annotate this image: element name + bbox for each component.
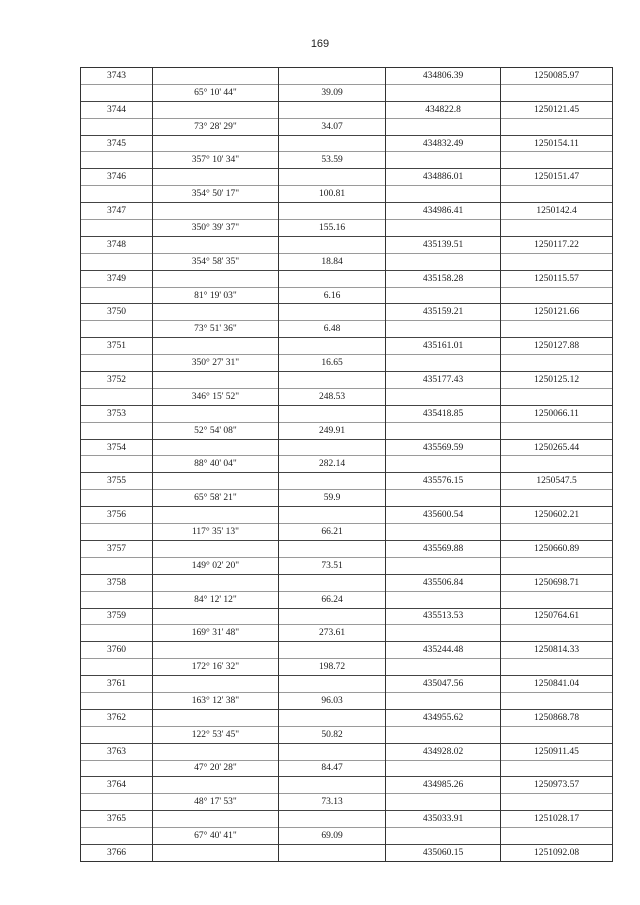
segment-length: 69.09 xyxy=(279,828,386,845)
empty-cell xyxy=(153,135,279,152)
empty-cell xyxy=(501,321,613,338)
empty-cell xyxy=(386,794,501,811)
empty-cell xyxy=(386,321,501,338)
segment-length: 66.21 xyxy=(279,524,386,541)
x-coordinate: 435418.85 xyxy=(386,405,501,422)
point-row xyxy=(81,642,613,659)
y-coordinate: 1250973.57 xyxy=(501,777,613,794)
empty-cell xyxy=(386,186,501,203)
y-coordinate: 1250841.04 xyxy=(501,676,613,693)
empty-cell xyxy=(501,152,613,169)
empty-cell xyxy=(279,608,386,625)
empty-cell xyxy=(386,490,501,507)
segment-row xyxy=(81,490,613,507)
segment-length: 155.16 xyxy=(279,220,386,237)
empty-cell xyxy=(81,355,153,372)
empty-cell xyxy=(153,709,279,726)
empty-cell xyxy=(386,253,501,270)
y-coordinate: 1250151.47 xyxy=(501,169,613,186)
x-coordinate: 434986.41 xyxy=(386,203,501,220)
empty-cell xyxy=(153,270,279,287)
segment-row xyxy=(81,321,613,338)
segment-length: 273.61 xyxy=(279,625,386,642)
empty-cell xyxy=(279,439,386,456)
bearing-angle: 149° 02' 20" xyxy=(153,557,279,574)
empty-cell xyxy=(81,422,153,439)
y-coordinate: 1250547.5 xyxy=(501,473,613,490)
empty-cell xyxy=(501,186,613,203)
bearing-angle: 117° 35' 13" xyxy=(153,524,279,541)
empty-cell xyxy=(501,220,613,237)
y-coordinate: 1250698.71 xyxy=(501,574,613,591)
empty-cell xyxy=(279,270,386,287)
empty-cell xyxy=(501,659,613,676)
bearing-angle: 73° 28' 29" xyxy=(153,118,279,135)
point-id: 3759 xyxy=(81,608,153,625)
empty-cell xyxy=(386,355,501,372)
point-id: 3760 xyxy=(81,642,153,659)
point-id: 3753 xyxy=(81,405,153,422)
segment-length: 50.82 xyxy=(279,726,386,743)
bearing-angle: 88° 40' 04" xyxy=(153,456,279,473)
y-coordinate: 1250117.22 xyxy=(501,236,613,253)
empty-cell xyxy=(81,456,153,473)
bearing-angle: 172° 16' 32" xyxy=(153,659,279,676)
empty-cell xyxy=(81,253,153,270)
empty-cell xyxy=(81,118,153,135)
point-row xyxy=(81,811,613,828)
y-coordinate: 1250660.89 xyxy=(501,540,613,557)
empty-cell xyxy=(386,456,501,473)
y-coordinate: 1250121.66 xyxy=(501,304,613,321)
segment-row xyxy=(81,152,613,169)
empty-cell xyxy=(153,101,279,118)
empty-cell xyxy=(501,456,613,473)
x-coordinate: 434886.01 xyxy=(386,169,501,186)
empty-cell xyxy=(501,388,613,405)
y-coordinate: 1250764.61 xyxy=(501,608,613,625)
point-id: 3765 xyxy=(81,811,153,828)
empty-cell xyxy=(153,540,279,557)
empty-cell xyxy=(153,236,279,253)
empty-cell xyxy=(153,574,279,591)
empty-cell xyxy=(386,557,501,574)
empty-cell xyxy=(279,372,386,389)
point-id: 3744 xyxy=(81,101,153,118)
y-coordinate: 1251092.08 xyxy=(501,844,613,861)
empty-cell xyxy=(501,287,613,304)
empty-cell xyxy=(501,524,613,541)
segment-length: 73.51 xyxy=(279,557,386,574)
empty-cell xyxy=(81,490,153,507)
empty-cell xyxy=(279,338,386,355)
point-row xyxy=(81,540,613,557)
point-row xyxy=(81,473,613,490)
empty-cell xyxy=(153,676,279,693)
segment-row xyxy=(81,524,613,541)
empty-cell xyxy=(153,304,279,321)
y-coordinate: 1251028.17 xyxy=(501,811,613,828)
bearing-angle: 346° 15' 52" xyxy=(153,388,279,405)
segment-row xyxy=(81,84,613,101)
point-row xyxy=(81,574,613,591)
empty-cell xyxy=(153,405,279,422)
empty-cell xyxy=(501,422,613,439)
bearing-angle: 122° 53' 45" xyxy=(153,726,279,743)
empty-cell xyxy=(279,304,386,321)
y-coordinate: 1250911.45 xyxy=(501,743,613,760)
segment-row xyxy=(81,456,613,473)
empty-cell xyxy=(81,84,153,101)
empty-cell xyxy=(153,473,279,490)
segment-row xyxy=(81,591,613,608)
segment-length: 198.72 xyxy=(279,659,386,676)
empty-cell xyxy=(386,524,501,541)
empty-cell xyxy=(386,118,501,135)
empty-cell xyxy=(386,692,501,709)
empty-cell xyxy=(501,794,613,811)
y-coordinate: 1250154.11 xyxy=(501,135,613,152)
empty-cell xyxy=(153,372,279,389)
empty-cell xyxy=(153,811,279,828)
point-row xyxy=(81,777,613,794)
point-row xyxy=(81,270,613,287)
empty-cell xyxy=(153,68,279,85)
empty-cell xyxy=(501,118,613,135)
segment-row xyxy=(81,625,613,642)
x-coordinate: 435569.88 xyxy=(386,540,501,557)
empty-cell xyxy=(501,591,613,608)
segment-length: 6.16 xyxy=(279,287,386,304)
empty-cell xyxy=(386,388,501,405)
empty-cell xyxy=(81,625,153,642)
segment-length: 282.14 xyxy=(279,456,386,473)
empty-cell xyxy=(279,473,386,490)
empty-cell xyxy=(501,355,613,372)
empty-cell xyxy=(279,777,386,794)
segment-row xyxy=(81,118,613,135)
empty-cell xyxy=(501,84,613,101)
empty-cell xyxy=(386,659,501,676)
segment-row xyxy=(81,186,613,203)
empty-cell xyxy=(386,828,501,845)
point-row xyxy=(81,236,613,253)
empty-cell xyxy=(81,794,153,811)
x-coordinate: 435158.28 xyxy=(386,270,501,287)
segment-length: 73.13 xyxy=(279,794,386,811)
empty-cell xyxy=(386,84,501,101)
segment-row xyxy=(81,659,613,676)
x-coordinate: 434832.49 xyxy=(386,135,501,152)
empty-cell xyxy=(81,591,153,608)
point-id: 3764 xyxy=(81,777,153,794)
empty-cell xyxy=(279,574,386,591)
point-id: 3761 xyxy=(81,676,153,693)
x-coordinate: 435513.53 xyxy=(386,608,501,625)
empty-cell xyxy=(279,135,386,152)
point-id: 3762 xyxy=(81,709,153,726)
segment-row xyxy=(81,253,613,270)
point-row xyxy=(81,676,613,693)
x-coordinate: 434955.62 xyxy=(386,709,501,726)
bearing-angle: 354° 58' 35" xyxy=(153,253,279,270)
empty-cell xyxy=(501,828,613,845)
point-id: 3763 xyxy=(81,743,153,760)
segment-length: 84.47 xyxy=(279,760,386,777)
segment-length: 16.65 xyxy=(279,355,386,372)
point-row xyxy=(81,439,613,456)
bearing-angle: 47° 20' 28" xyxy=(153,760,279,777)
empty-cell xyxy=(279,743,386,760)
segment-row xyxy=(81,794,613,811)
segment-length: 248.53 xyxy=(279,388,386,405)
y-coordinate: 1250127.88 xyxy=(501,338,613,355)
bearing-angle: 81° 19' 03" xyxy=(153,287,279,304)
segment-length: 18.84 xyxy=(279,253,386,270)
y-coordinate: 1250066.11 xyxy=(501,405,613,422)
empty-cell xyxy=(279,540,386,557)
segment-row xyxy=(81,557,613,574)
empty-cell xyxy=(501,625,613,642)
point-row xyxy=(81,135,613,152)
segment-row xyxy=(81,355,613,372)
bearing-angle: 73° 51' 36" xyxy=(153,321,279,338)
empty-cell xyxy=(386,152,501,169)
empty-cell xyxy=(81,726,153,743)
point-id: 3752 xyxy=(81,372,153,389)
x-coordinate: 434985.26 xyxy=(386,777,501,794)
point-row xyxy=(81,405,613,422)
bearing-angle: 65° 58' 21" xyxy=(153,490,279,507)
empty-cell xyxy=(279,844,386,861)
point-row xyxy=(81,203,613,220)
point-id: 3750 xyxy=(81,304,153,321)
empty-cell xyxy=(153,338,279,355)
point-id: 3758 xyxy=(81,574,153,591)
empty-cell xyxy=(386,726,501,743)
bearing-angle: 48° 17' 53" xyxy=(153,794,279,811)
segment-length: 59.9 xyxy=(279,490,386,507)
empty-cell xyxy=(501,253,613,270)
empty-cell xyxy=(81,220,153,237)
empty-cell xyxy=(153,439,279,456)
x-coordinate: 435244.48 xyxy=(386,642,501,659)
y-coordinate: 1250085.97 xyxy=(501,68,613,85)
empty-cell xyxy=(153,203,279,220)
x-coordinate: 435576.15 xyxy=(386,473,501,490)
point-id: 3754 xyxy=(81,439,153,456)
survey-table-body xyxy=(81,68,613,862)
x-coordinate: 435033.91 xyxy=(386,811,501,828)
bearing-angle: 65° 10' 44" xyxy=(153,84,279,101)
empty-cell xyxy=(386,760,501,777)
empty-cell xyxy=(153,169,279,186)
empty-cell xyxy=(81,557,153,574)
bearing-angle: 84° 12' 12" xyxy=(153,591,279,608)
empty-cell xyxy=(153,642,279,659)
segment-length: 100.81 xyxy=(279,186,386,203)
empty-cell xyxy=(501,726,613,743)
empty-cell xyxy=(279,642,386,659)
bearing-angle: 350° 27' 31" xyxy=(153,355,279,372)
point-id: 3766 xyxy=(81,844,153,861)
point-id: 3743 xyxy=(81,68,153,85)
segment-row xyxy=(81,388,613,405)
y-coordinate: 1250115.57 xyxy=(501,270,613,287)
bearing-angle: 67° 40' 41" xyxy=(153,828,279,845)
x-coordinate: 435569.59 xyxy=(386,439,501,456)
empty-cell xyxy=(279,709,386,726)
x-coordinate: 434822.8 xyxy=(386,101,501,118)
bearing-angle: 354° 50' 17" xyxy=(153,186,279,203)
y-coordinate: 1250265.44 xyxy=(501,439,613,456)
empty-cell xyxy=(279,68,386,85)
empty-cell xyxy=(386,625,501,642)
empty-cell xyxy=(81,659,153,676)
point-id: 3751 xyxy=(81,338,153,355)
bearing-angle: 350° 39' 37" xyxy=(153,220,279,237)
empty-cell xyxy=(81,186,153,203)
segment-length: 66.24 xyxy=(279,591,386,608)
empty-cell xyxy=(81,152,153,169)
point-row xyxy=(81,101,613,118)
y-coordinate: 1250142.4 xyxy=(501,203,613,220)
segment-length: 96.03 xyxy=(279,692,386,709)
empty-cell xyxy=(386,422,501,439)
point-id: 3745 xyxy=(81,135,153,152)
empty-cell xyxy=(81,321,153,338)
empty-cell xyxy=(153,844,279,861)
point-row xyxy=(81,68,613,85)
x-coordinate: 435177.43 xyxy=(386,372,501,389)
point-id: 3747 xyxy=(81,203,153,220)
empty-cell xyxy=(501,557,613,574)
segment-row xyxy=(81,287,613,304)
x-coordinate: 435161.01 xyxy=(386,338,501,355)
point-id: 3749 xyxy=(81,270,153,287)
x-coordinate: 434806.39 xyxy=(386,68,501,85)
point-id: 3746 xyxy=(81,169,153,186)
point-row xyxy=(81,507,613,524)
empty-cell xyxy=(386,591,501,608)
empty-cell xyxy=(81,287,153,304)
bearing-angle: 357° 10' 34" xyxy=(153,152,279,169)
point-row xyxy=(81,709,613,726)
empty-cell xyxy=(501,760,613,777)
empty-cell xyxy=(279,507,386,524)
bearing-angle: 169° 31' 48" xyxy=(153,625,279,642)
empty-cell xyxy=(386,287,501,304)
empty-cell xyxy=(501,692,613,709)
segment-length: 53.59 xyxy=(279,152,386,169)
empty-cell xyxy=(279,169,386,186)
point-id: 3748 xyxy=(81,236,153,253)
segment-row xyxy=(81,220,613,237)
x-coordinate: 435047.56 xyxy=(386,676,501,693)
point-row xyxy=(81,743,613,760)
empty-cell xyxy=(153,777,279,794)
point-row xyxy=(81,338,613,355)
segment-length: 249.91 xyxy=(279,422,386,439)
empty-cell xyxy=(386,220,501,237)
x-coordinate: 435506.84 xyxy=(386,574,501,591)
x-coordinate: 434928.02 xyxy=(386,743,501,760)
page-number: 169 xyxy=(310,38,330,50)
empty-cell xyxy=(279,236,386,253)
segment-length: 6.48 xyxy=(279,321,386,338)
segment-row xyxy=(81,760,613,777)
point-row xyxy=(81,304,613,321)
y-coordinate: 1250121.45 xyxy=(501,101,613,118)
segment-length: 34.07 xyxy=(279,118,386,135)
y-coordinate: 1250868.78 xyxy=(501,709,613,726)
bearing-angle: 52° 54' 08" xyxy=(153,422,279,439)
empty-cell xyxy=(81,388,153,405)
point-id: 3756 xyxy=(81,507,153,524)
x-coordinate: 435139.51 xyxy=(386,236,501,253)
empty-cell xyxy=(279,811,386,828)
empty-cell xyxy=(153,507,279,524)
x-coordinate: 435159.21 xyxy=(386,304,501,321)
point-row xyxy=(81,844,613,861)
segment-row xyxy=(81,726,613,743)
empty-cell xyxy=(279,101,386,118)
segment-length: 39.09 xyxy=(279,84,386,101)
segment-row xyxy=(81,828,613,845)
segment-row xyxy=(81,692,613,709)
point-id: 3757 xyxy=(81,540,153,557)
survey-coordinates-table xyxy=(80,67,613,862)
y-coordinate: 1250125.12 xyxy=(501,372,613,389)
empty-cell xyxy=(279,203,386,220)
x-coordinate: 435600.54 xyxy=(386,507,501,524)
point-row xyxy=(81,608,613,625)
empty-cell xyxy=(279,676,386,693)
empty-cell xyxy=(501,490,613,507)
empty-cell xyxy=(153,743,279,760)
empty-cell xyxy=(81,828,153,845)
segment-row xyxy=(81,422,613,439)
x-coordinate: 435060.15 xyxy=(386,844,501,861)
y-coordinate: 1250602.21 xyxy=(501,507,613,524)
empty-cell xyxy=(81,760,153,777)
empty-cell xyxy=(279,405,386,422)
empty-cell xyxy=(81,692,153,709)
y-coordinate: 1250814.33 xyxy=(501,642,613,659)
bearing-angle: 163° 12' 38" xyxy=(153,692,279,709)
empty-cell xyxy=(153,608,279,625)
point-row xyxy=(81,372,613,389)
point-row xyxy=(81,169,613,186)
empty-cell xyxy=(81,524,153,541)
point-id: 3755 xyxy=(81,473,153,490)
